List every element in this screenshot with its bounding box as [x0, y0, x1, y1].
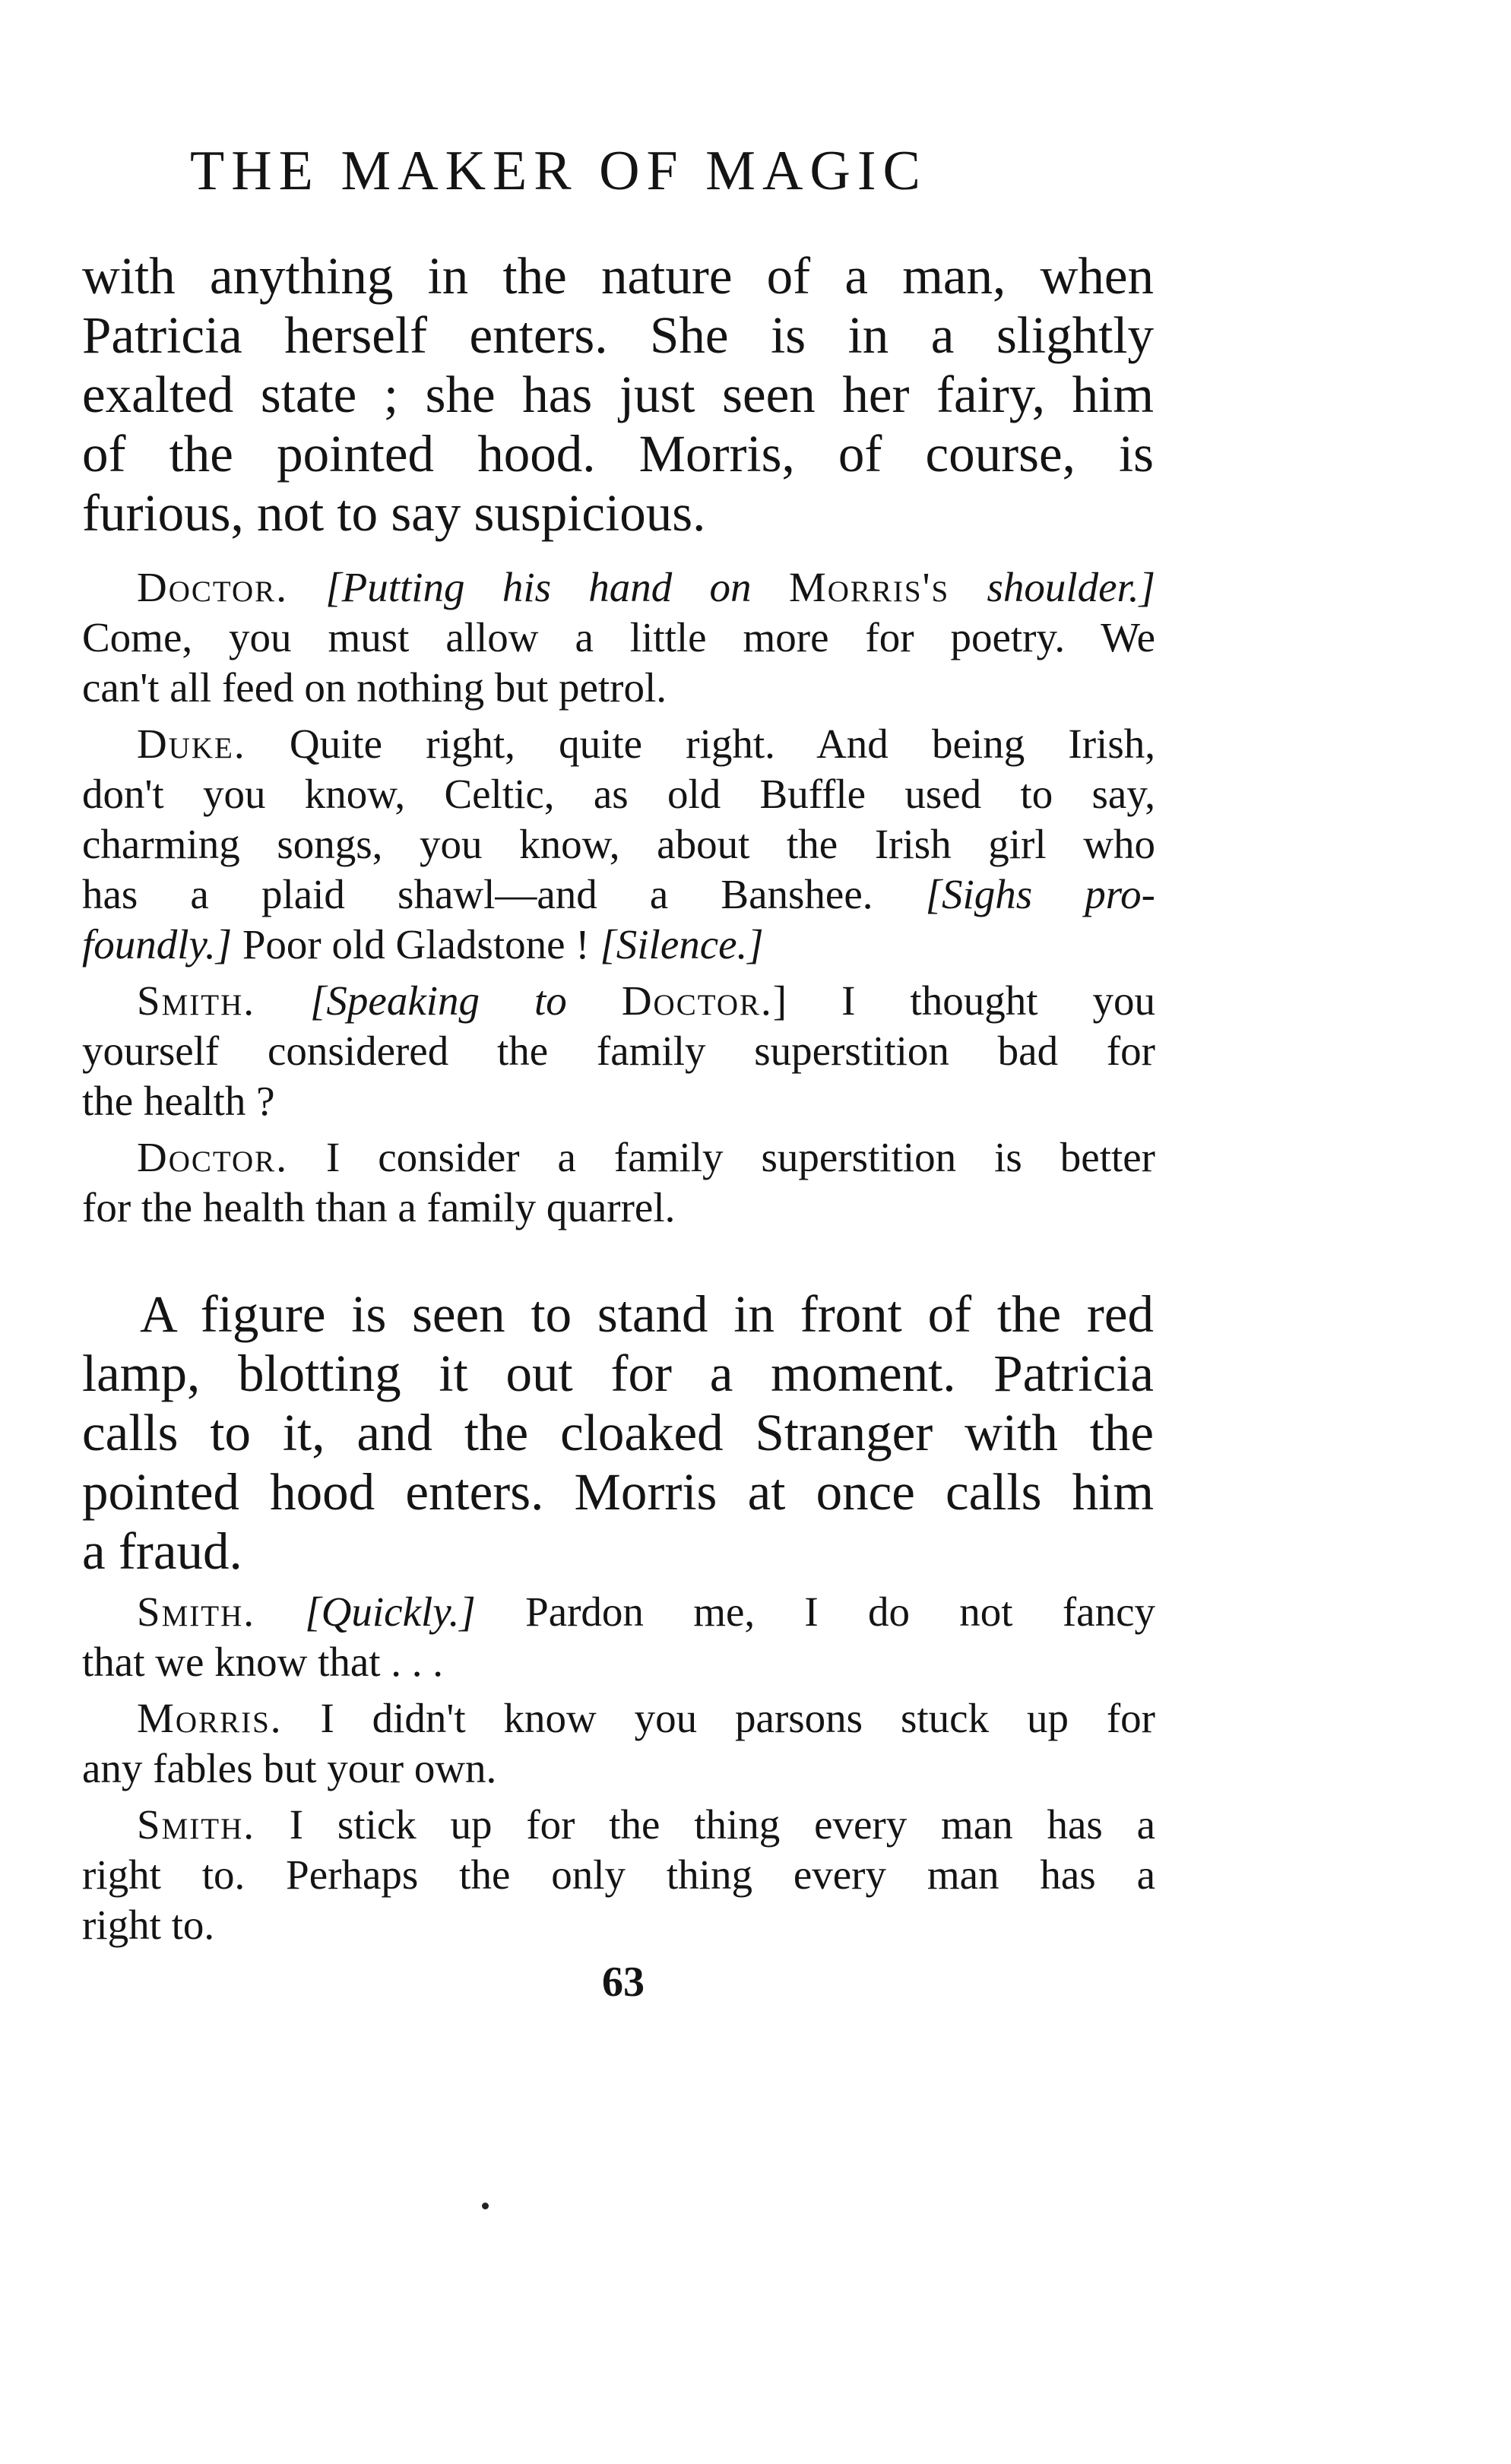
narrative-paragraph-1 [82, 246, 1154, 543]
stage-direction-name: Morris's [788, 564, 950, 610]
speech-line [82, 976, 1155, 1026]
speech-line: can't all feed on nothing but petrol. [82, 664, 667, 711]
speech-text: has a plaid shawl—and a Banshee. [82, 871, 926, 917]
speech-line: any fables but your own. [82, 1745, 497, 1791]
speech-line [82, 1800, 1155, 1850]
speech-doctor-1 [82, 562, 1155, 713]
speech-text: I didn't know you parsons stuck up for [320, 1695, 1155, 1741]
stage-direction: [Putting his hand on [325, 564, 789, 610]
speech-line: Come, you must allow a little more for poetry. We [82, 614, 1155, 660]
speaker-name: Smith. [137, 1588, 255, 1635]
speech-line [82, 920, 1155, 970]
speech-text: I consider a family superstition is better [325, 1134, 1155, 1180]
narrative-line: furious, not to say suspicious. [82, 484, 706, 542]
speech-line [82, 1587, 1155, 1637]
speech-smith-3 [82, 1800, 1155, 1950]
speech-morris [82, 1693, 1155, 1794]
narrative-line: a fraud. [82, 1522, 242, 1580]
speech-text: Pardon me, I do not fancy [475, 1588, 1155, 1635]
speech-line: for the health than a family quarrel. [82, 1184, 676, 1230]
stage-direction: shoulder.] [949, 564, 1156, 610]
speech-text: I stick up for the thing every man has a [289, 1801, 1156, 1848]
speech-text: Poor old Gladstone ! [232, 921, 600, 968]
speaker-name: Doctor. [137, 564, 288, 610]
stage-direction: [Speaking to [310, 977, 622, 1024]
speaker-name: Duke. [137, 721, 246, 767]
page-number: 63 [602, 1959, 645, 2006]
narrative-line: pointed hood enters. Morris at once calls him [82, 1463, 1154, 1521]
dialogue-block-1 [82, 562, 1155, 1239]
running-head: THE MAKER OF MAGIC [190, 140, 927, 202]
stage-direction: [Quickly.] [305, 1588, 476, 1635]
narrative-paragraph-2 [82, 1284, 1154, 1581]
stage-direction: [Silence.] [600, 921, 764, 968]
speech-line [82, 562, 1155, 613]
speech-line [82, 1693, 1155, 1743]
narrative-line: exalted state ; she has just seen her fairy, him [82, 366, 1154, 423]
speech-line [82, 869, 1155, 920]
speech-line: charming songs, you know, about the Irish girl who [82, 821, 1155, 867]
speech-line [82, 719, 1155, 769]
speaker-name: Doctor. [137, 1134, 288, 1180]
narrative-line: with anything in the nature of a man, when [82, 247, 1154, 305]
speech-line: right to. Perhaps the only thing every man has a [82, 1851, 1155, 1898]
speech-line: yourself considered the family superstition bad for [82, 1028, 1155, 1074]
speech-line [82, 1132, 1155, 1183]
speaker-name: Smith. [137, 977, 255, 1024]
stage-direction: foundly.] [82, 921, 233, 968]
speech-doctor-2 [82, 1132, 1155, 1233]
speaker-name: Morris. [137, 1695, 283, 1741]
dialogue-block-2 [82, 1587, 1155, 1956]
speech-line: right to. [82, 1902, 215, 1948]
narrative-line: Patricia herself enters. She is in a slightly [82, 306, 1154, 364]
stage-direction: ] [772, 977, 787, 1024]
speech-line: the health ? [82, 1078, 275, 1124]
speaker-name: Smith. [137, 1801, 255, 1848]
speech-line: that we know that . . . [82, 1639, 444, 1685]
narrative-line: A figure is seen to stand in front of the red [140, 1285, 1154, 1343]
speech-line: don't you know, Celtic, as old Buffle used to say, [82, 771, 1155, 817]
stage-direction-name: Doctor. [621, 977, 773, 1024]
narrative-line: lamp, blotting it out for a moment. Patricia [82, 1344, 1154, 1402]
speech-text: Quite right, quite right. And being Irish, [289, 721, 1155, 767]
speech-text: I thought you [787, 977, 1156, 1024]
speech-smith-1 [82, 976, 1155, 1126]
narrative-line: calls to it, and the cloaked Stranger with the [82, 1404, 1154, 1462]
stage-direction: [Sighs pro- [925, 871, 1155, 917]
narrative-line: of the pointed hood. Morris, of course, is [82, 425, 1154, 483]
ink-speck [482, 2203, 489, 2209]
speech-smith-2 [82, 1587, 1155, 1687]
speech-duke [82, 719, 1155, 970]
